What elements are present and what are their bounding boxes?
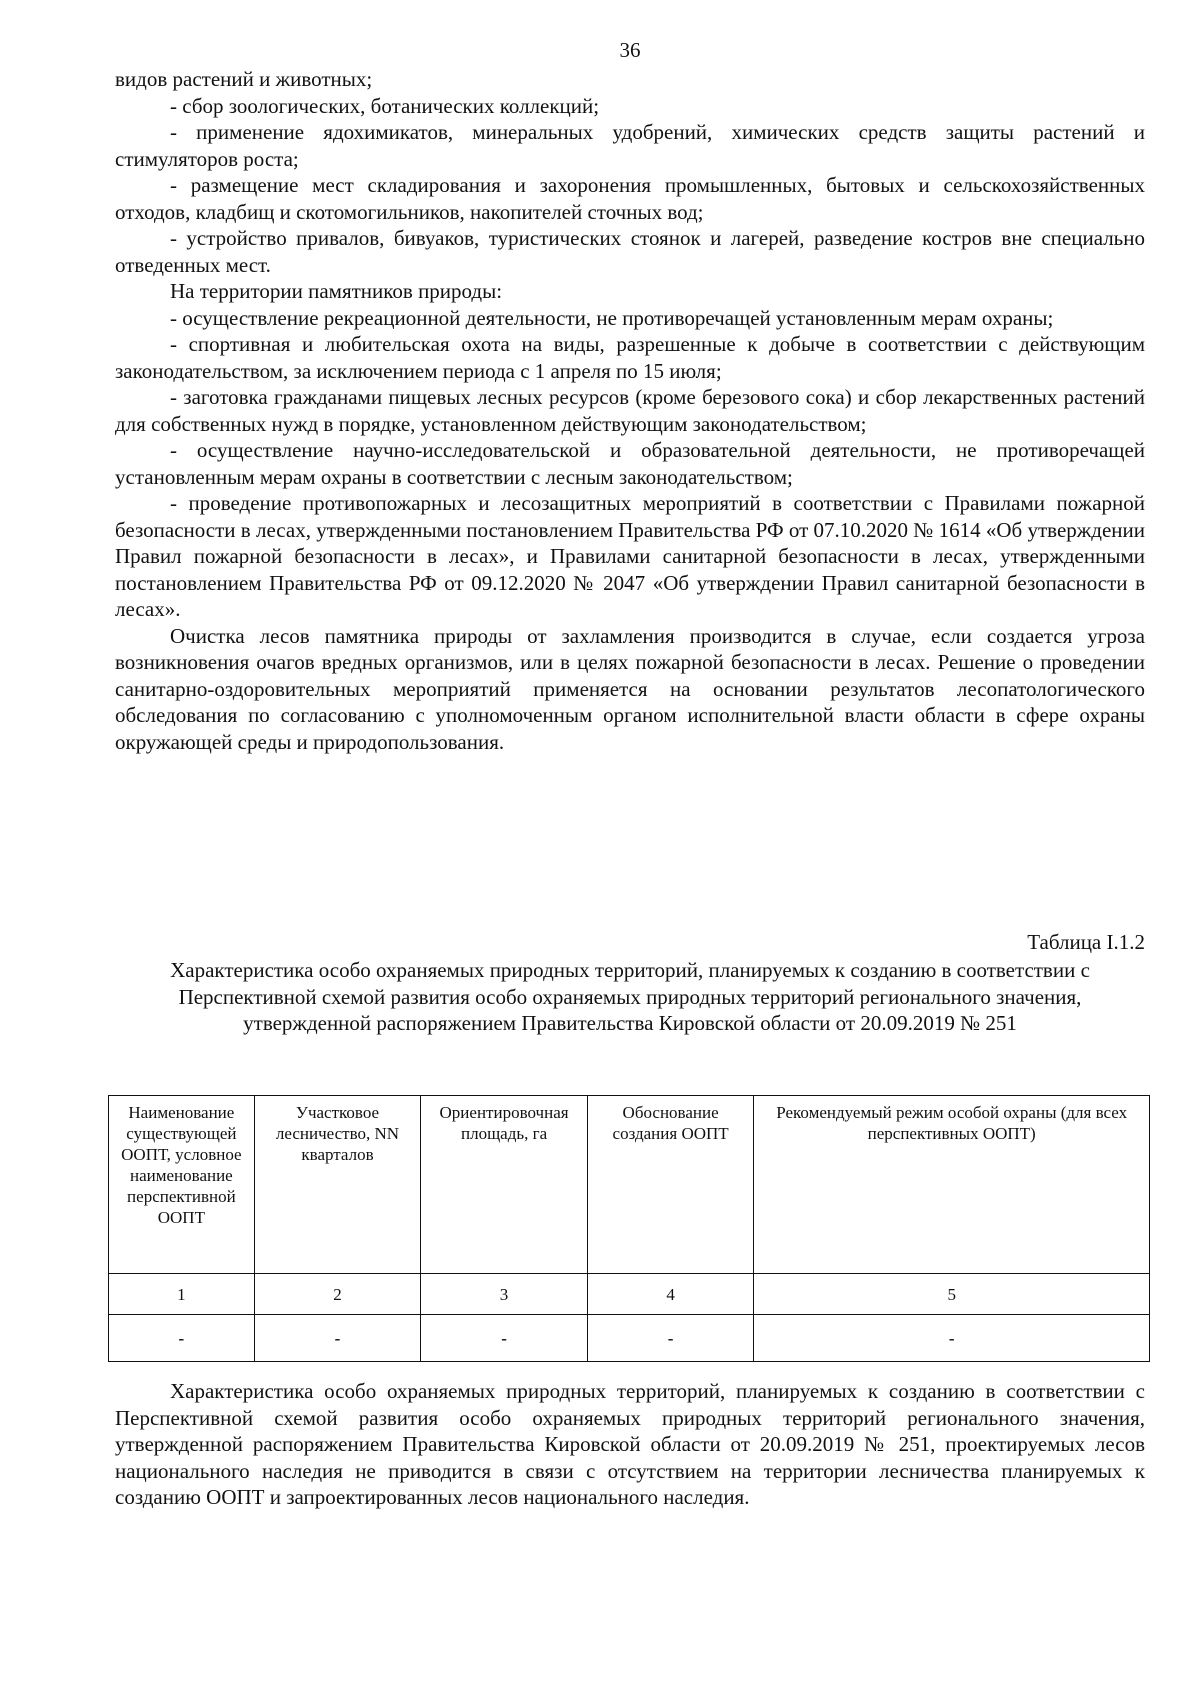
table-header-cell: Рекомендуемый режим особой охраны (для всех перспективных ООПТ): [754, 1096, 1150, 1274]
table-row: [109, 1315, 1150, 1362]
table-row: [109, 1274, 1150, 1315]
paragraph: На территории памятников природы:: [170, 279, 503, 303]
table-cell: 2: [254, 1274, 421, 1315]
paragraph: - заготовка гражданами пищевых лесных ресурсов (кроме березового сока) и сбор лекарственных растений для собственных нужд в порядке, установленном действующим законодательством;: [115, 385, 1145, 436]
paragraph: - осуществление рекреационной деятельности, не противоречащей установленным мерам охраны;: [170, 305, 1054, 330]
table-cell: 3: [421, 1274, 588, 1315]
page-number: 36: [619, 38, 641, 62]
table-cell: 4: [587, 1274, 754, 1315]
paragraph: - устройство привалов, бивуаков, туристических стоянок и лагерей, разведение костров вне специально отведенных мест.: [115, 226, 1145, 277]
table-cell: -: [587, 1315, 754, 1362]
table-header-cell: Наименование существующей ООПТ, условное наименование перспективной ООПТ: [109, 1096, 255, 1274]
body-text-top: [115, 66, 1145, 755]
table-header-cell: Обоснование создания ООПТ: [587, 1096, 754, 1274]
paragraph: Характеристика особо охраняемых природных территорий, планируемых к созданию в соответствии с Перспективной схемой развития особо охраняемых природных территорий регионального значения, утвержденной распоряжением Правительства Кировской области от 20.09.2019 № 251, проектируемых лесов национального наследия не приводится в связи с отсутствием на территории лесничества планируемых к созданию ООПТ и запроектированных лесов национального наследия.: [115, 1379, 1145, 1509]
table-caption: Характеристика особо охраняемых природных территорий, планируемых к созданию в соответствии с Перспективной схемой развития особо охраняемых природных территорий регионального значения, утвержденной распоряжением Правительства Кировской области от 20.09.2019 № 251: [170, 958, 1090, 1035]
paragraph: Очистка лесов памятника природы от захламления производится в случае, если создается угроза возникновения очагов вредных организмов, или в целях пожарной безопасности в лесах. Решение о проведении санитарно-оздоровительных мероприятий применяется на основании результатов лесопатологического обследования по согласованию с уполномоченным органом исполнительной власти области в сфере охраны окружающей среды и природопользования.: [115, 623, 1145, 754]
table-cell: -: [254, 1315, 421, 1362]
paragraph: - сбор зоологических, ботанических коллекций;: [170, 93, 600, 118]
table-cell: 5: [754, 1274, 1150, 1315]
paragraph: - осуществление научно-исследовательской и образовательной деятельности, не противоречащей установленным мерам охраны в соответствии с лесным законодательством;: [115, 438, 1145, 489]
table-label: Таблица I.1.2: [1027, 930, 1145, 954]
paragraph: - размещение мест складирования и захоронения промышленных, бытовых и сельскохозяйственных отходов, кладбищ и скотомогильников, накопителей сточных вод;: [115, 173, 1145, 224]
table-cell: -: [421, 1315, 588, 1362]
paragraph: - спортивная и любительская охота на виды, разрешенные к добыче в соответствии с действующим законодательством, за исключением периода с 1 апреля по 15 июля;: [115, 332, 1145, 383]
table-cell: -: [754, 1315, 1150, 1362]
paragraph: видов растений и животных;: [115, 67, 373, 91]
table-header-cell: Участковое лесничество, NN кварталов: [254, 1096, 421, 1274]
oopt-table: [108, 1095, 1150, 1362]
table-header-cell: Ориентировочная площадь, га: [421, 1096, 588, 1274]
table-header-row: [109, 1096, 1150, 1274]
body-text-bottom: [115, 1378, 1145, 1511]
table-cell: -: [109, 1315, 255, 1362]
table-cell: 1: [109, 1274, 255, 1315]
paragraph: - проведение противопожарных и лесозащитных мероприятий в соответствии с Правилами пожарной безопасности в лесах, утвержденными постановлением Правительства РФ от 07.10.2020 № 1614 «Об утверждении Правил пожарной безопасности в лесах», и Правилами санитарной безопасности в лесах, утвержденными постановлением Правительства РФ от 09.12.2020 № 2047 «Об утверждении Правил санитарной безопасности в лесах».: [115, 491, 1145, 621]
paragraph: - применение ядохимикатов, минеральных удобрений, химических средств защиты растений и стимуляторов роста;: [115, 120, 1145, 171]
